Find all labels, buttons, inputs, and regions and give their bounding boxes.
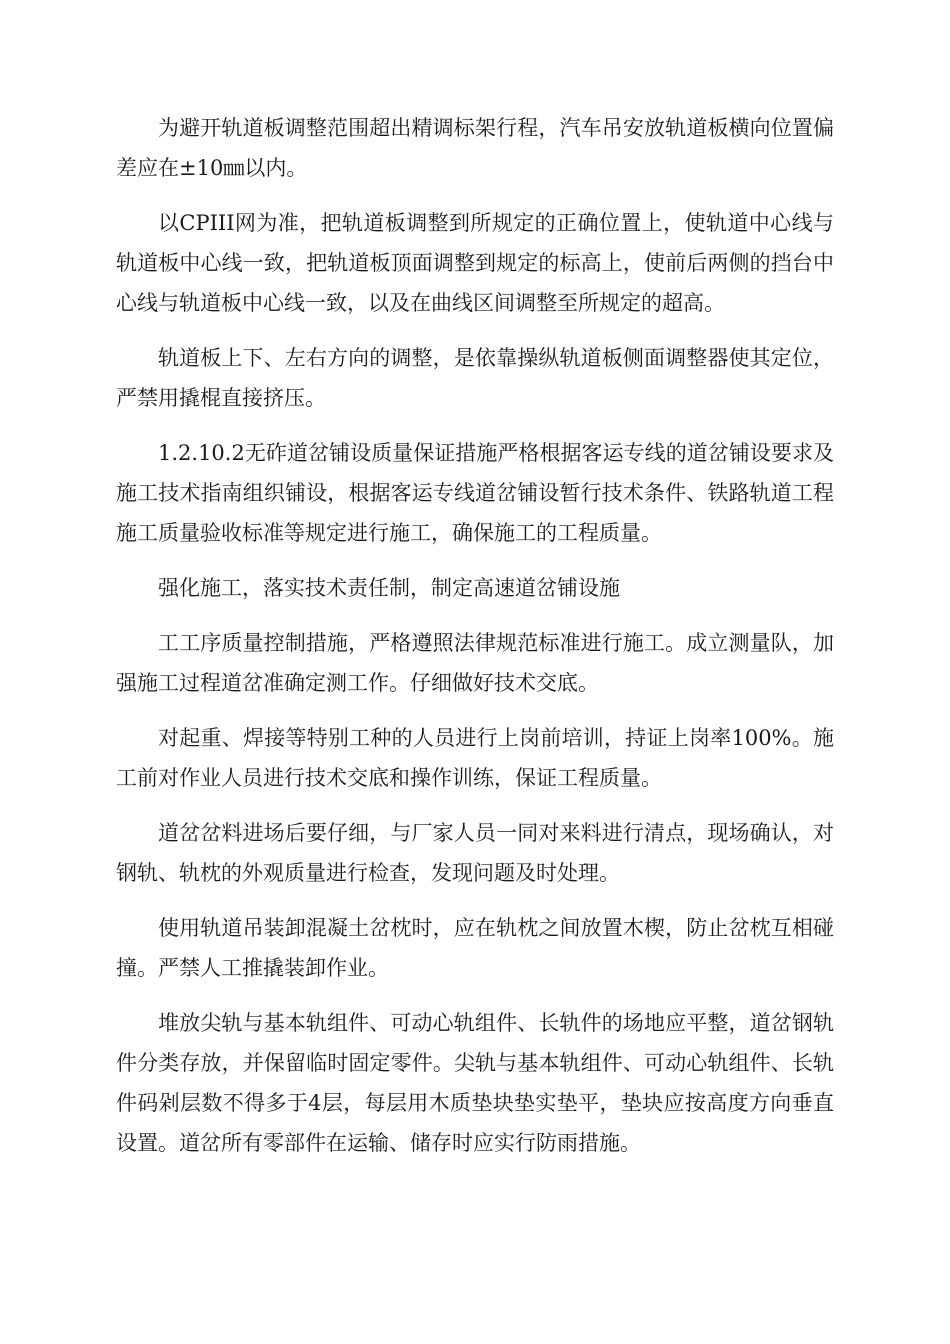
paragraph-9: 使用轨道吊装卸混凝土岔枕时，应在轨枕之间放置木楔，防止岔枕互相碰撞。严禁人工推撬装卸作业。 [116, 916, 834, 980]
paragraph-8: 道岔岔料进场后要仔细，与厂家人员一同对来料进行清点，现场确认，对钢轨、轨枕的外观质量进行检查，发现问题及时处理。 [116, 821, 834, 885]
paragraph-5: 强化施工，落实技术责任制，制定高速道岔铺设施 [158, 576, 620, 600]
paragraph-4: 1.2.10.2无砟道岔铺设质量保证措施严格根据客运专线的道岔铺设要求及施工技术指南组织铺设，根据客运专线道岔铺设暂行技术条件、铁路轨道工程施工质量验收标准等规定进行施工，确保施工的工程质量。 [116, 441, 834, 545]
paragraph-6: 工工序质量控制措施，严格遵照法律规范标准进行施工。成立测量队，加强施工过程道岔准确定测工作。仔细做好技术交底。 [116, 631, 834, 695]
paragraph-7: 对起重、焊接等特别工种的人员进行上岗前培训，持证上岗率100%。施工前对作业人员进行技术交底和操作训练，保证工程质量。 [116, 726, 834, 790]
paragraph-2: 以CPIII网为准，把轨道板调整到所规定的正确位置上，使轨道中心线与轨道板中心线一致，把轨道板顶面调整到规定的标高上，使前后两侧的挡台中心线与轨道板中心线一致，以及在曲线区间调整至所规定的超高。 [116, 211, 834, 315]
document-body [116, 108, 834, 1178]
paragraph-10: 堆放尖轨与基本轨组件、可动心轨组件、长轨件的场地应平整，道岔钢轨件分类存放，并保留临时固定零件。尖轨与基本轨组件、可动心轨组件、长轨件码剁层数不得多于4层，每层用木质垫块垫实垫平，垫块应按高度方向垂直设置。道岔所有零部件在运输、储存时应实行防雨措施。 [116, 1011, 834, 1155]
paragraph-3: 轨道板上下、左右方向的调整，是依靠操纵轨道板侧面调整器使其定位，严禁用撬棍直接挤压。 [116, 346, 834, 410]
paragraph-1: 为避开轨道板调整范围超出精调标架行程，汽车吊安放轨道板横向位置偏差应在±10㎜以内。 [116, 116, 834, 180]
